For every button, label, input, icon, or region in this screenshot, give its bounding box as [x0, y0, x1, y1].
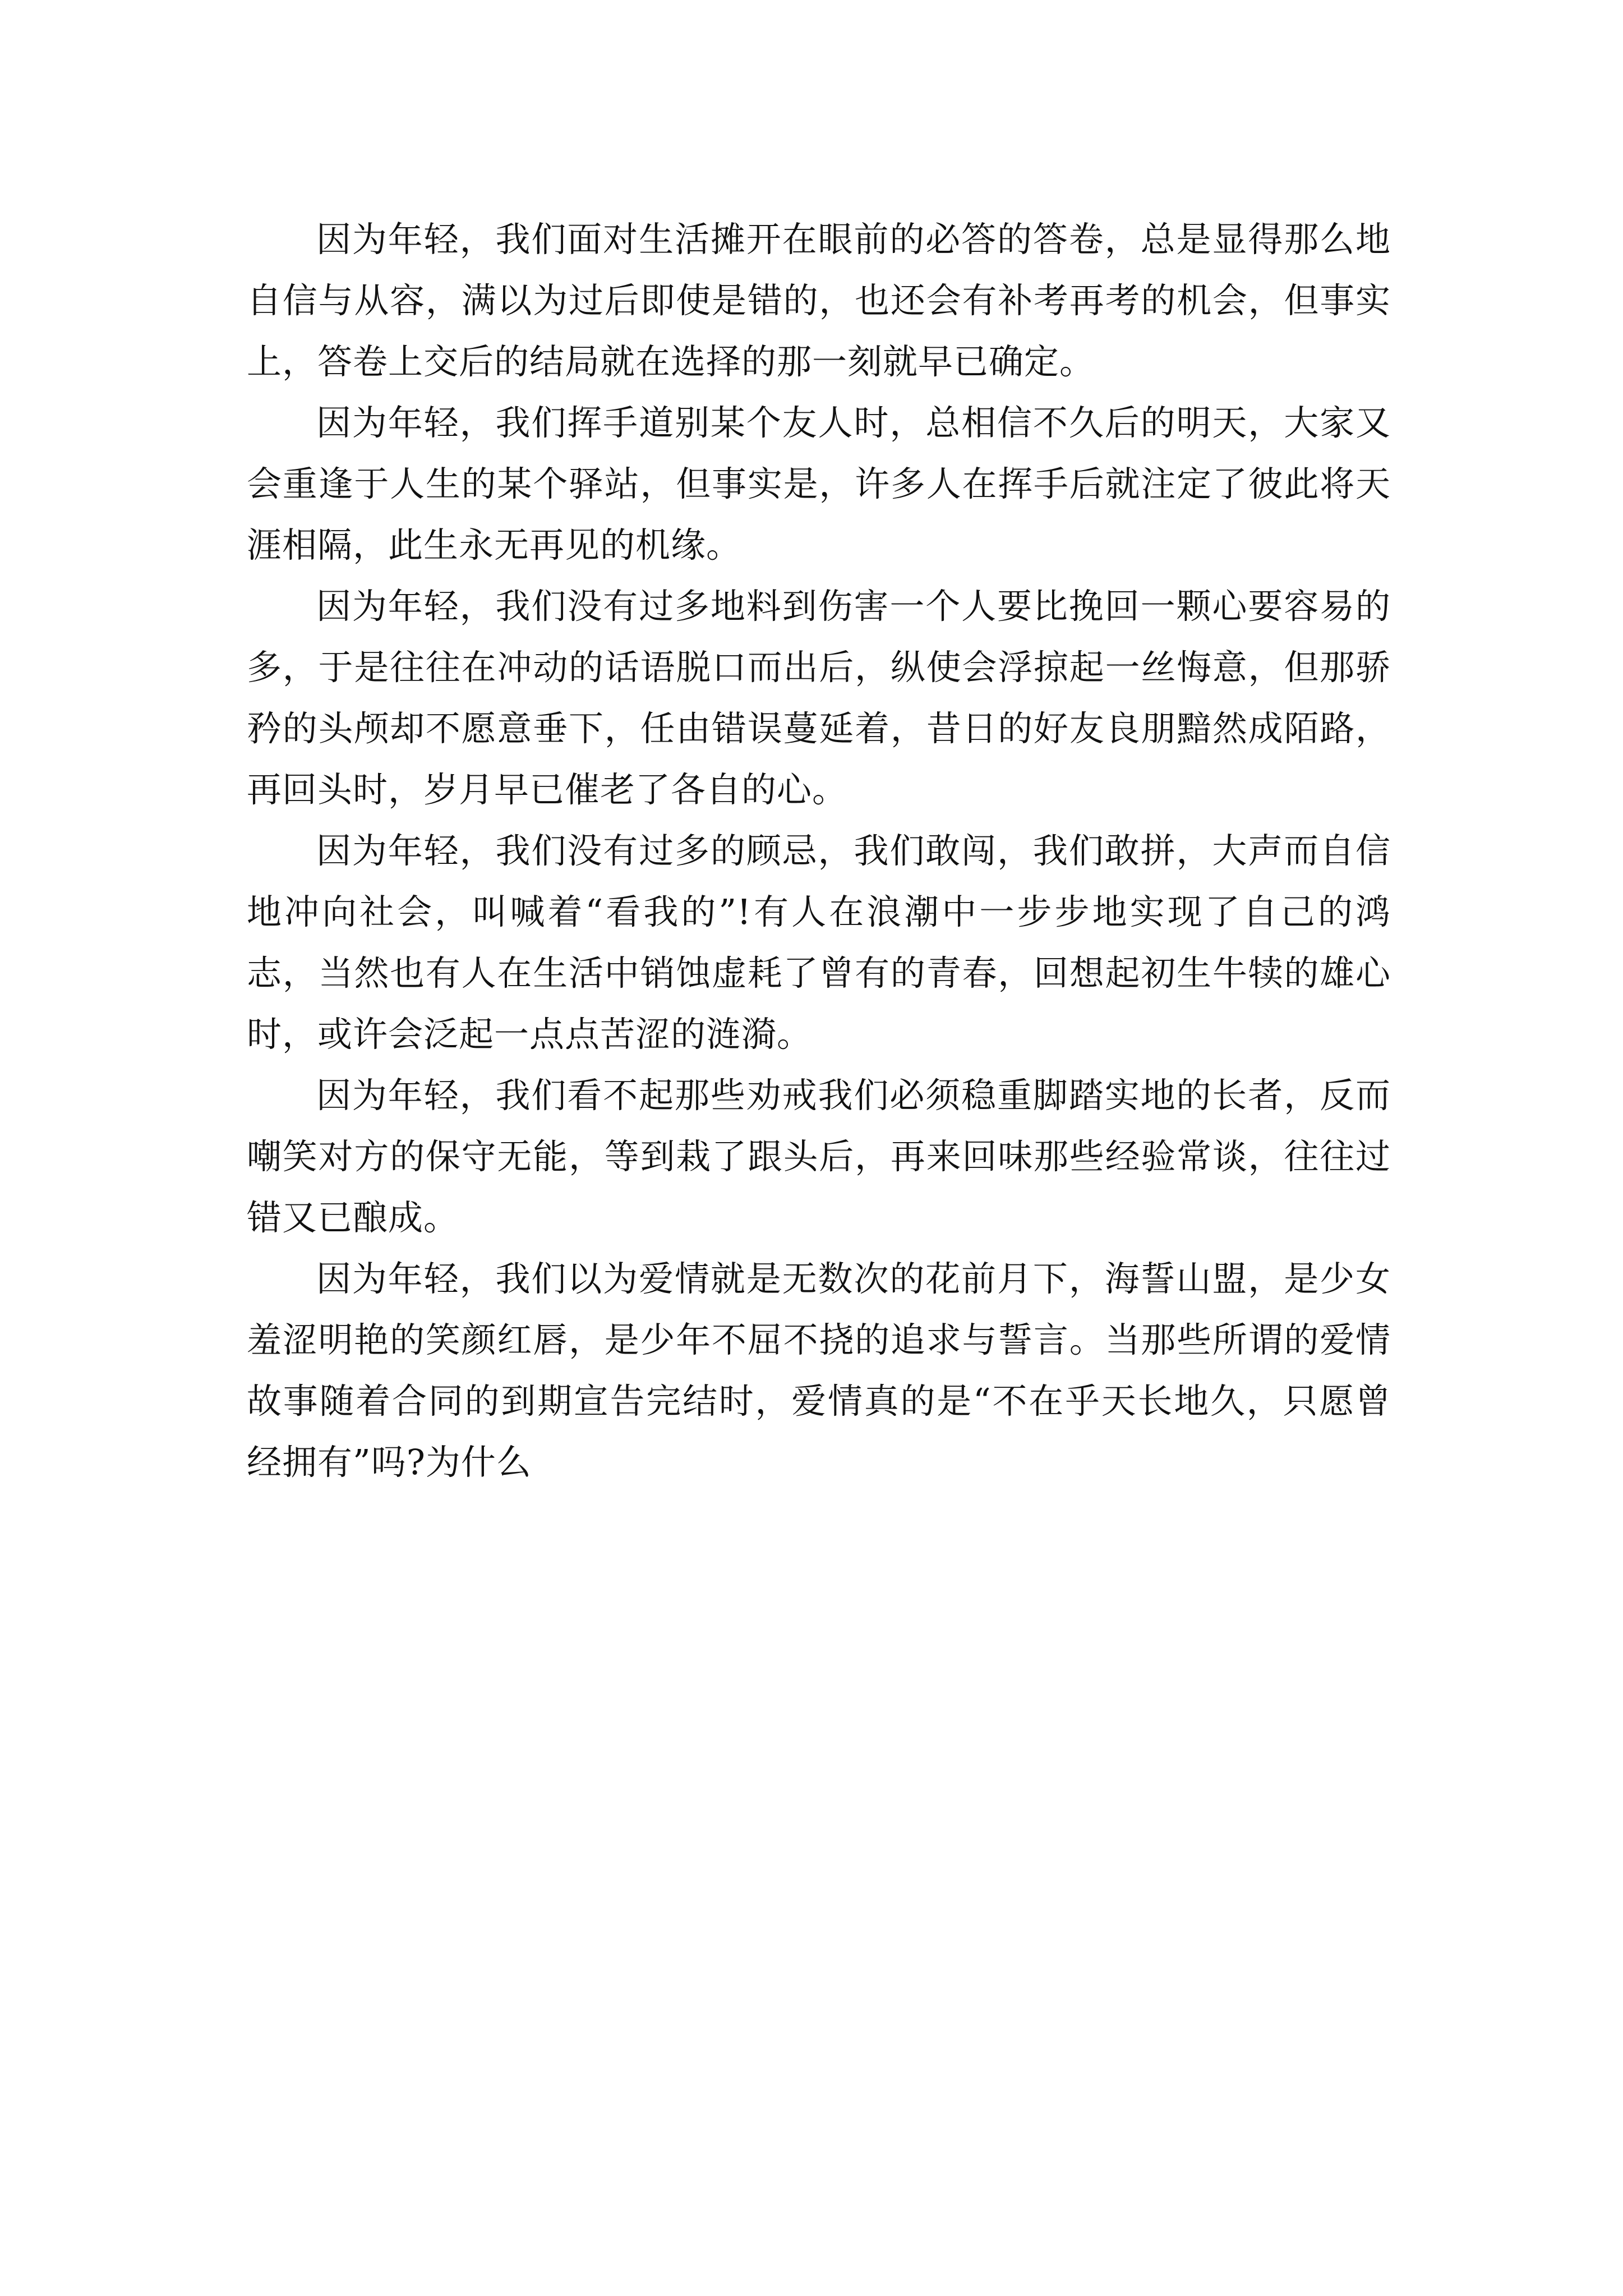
document-body — [247, 209, 1391, 1493]
paragraph-1: 因为年轻，我们面对生活摊开在眼前的必答的答卷，总是显得那么地自信与从容，满以为过后即使是错的，也还会有补考再考的机会，但事实上，答卷上交后的结局就在选择的那一刻就早已确定。 — [247, 219, 1391, 382]
paragraph-4: 因为年轻，我们没有过多的顾忌，我们敢闯，我们敢拼，大声而自信地冲向社会，叫喊着“看我的”!有人在浪潮中一步步地实现了自己的鸿志，当然也有人在生活中销蚀虚耗了曾有的青春，回想起初生牛犊的雄心时，或许会泛起一点点苦涩的涟漪。 — [247, 830, 1391, 1055]
paragraph-2: 因为年轻，我们挥手道别某个友人时，总相信不久后的明天，大家又会重逢于人生的某个驿站，但事实是，许多人在挥手后就注定了彼此将天涯相隔，此生永无再见的机缘。 — [247, 402, 1391, 565]
paragraph-6: 因为年轻，我们以为爱情就是无数次的花前月下，海誓山盟，是少女羞涩明艳的笑颜红唇，是少年不屈不挠的追求与誓言。当那些所谓的爱情故事随着合同的到期宣告完结时，爱情真的是“不在乎天长地久，只愿曾经拥有”吗?为什么 — [247, 1258, 1391, 1483]
paragraph-3: 因为年轻，我们没有过多地料到伤害一个人要比挽回一颗心要容易的多，于是往往在冲动的话语脱口而出后，纵使会浮掠起一丝悔意，但那骄矜的头颅却不愿意垂下，任由错误蔓延着，昔日的好友良朋黯然成陌路，再回头时，岁月早已催老了各自的心。 — [247, 586, 1391, 810]
paragraph-5: 因为年轻，我们看不起那些劝戒我们必须稳重脚踏实地的长者，反而嘲笑对方的保守无能，等到栽了跟头后，再来回味那些经验常谈，往往过错又已酿成。 — [247, 1075, 1391, 1238]
